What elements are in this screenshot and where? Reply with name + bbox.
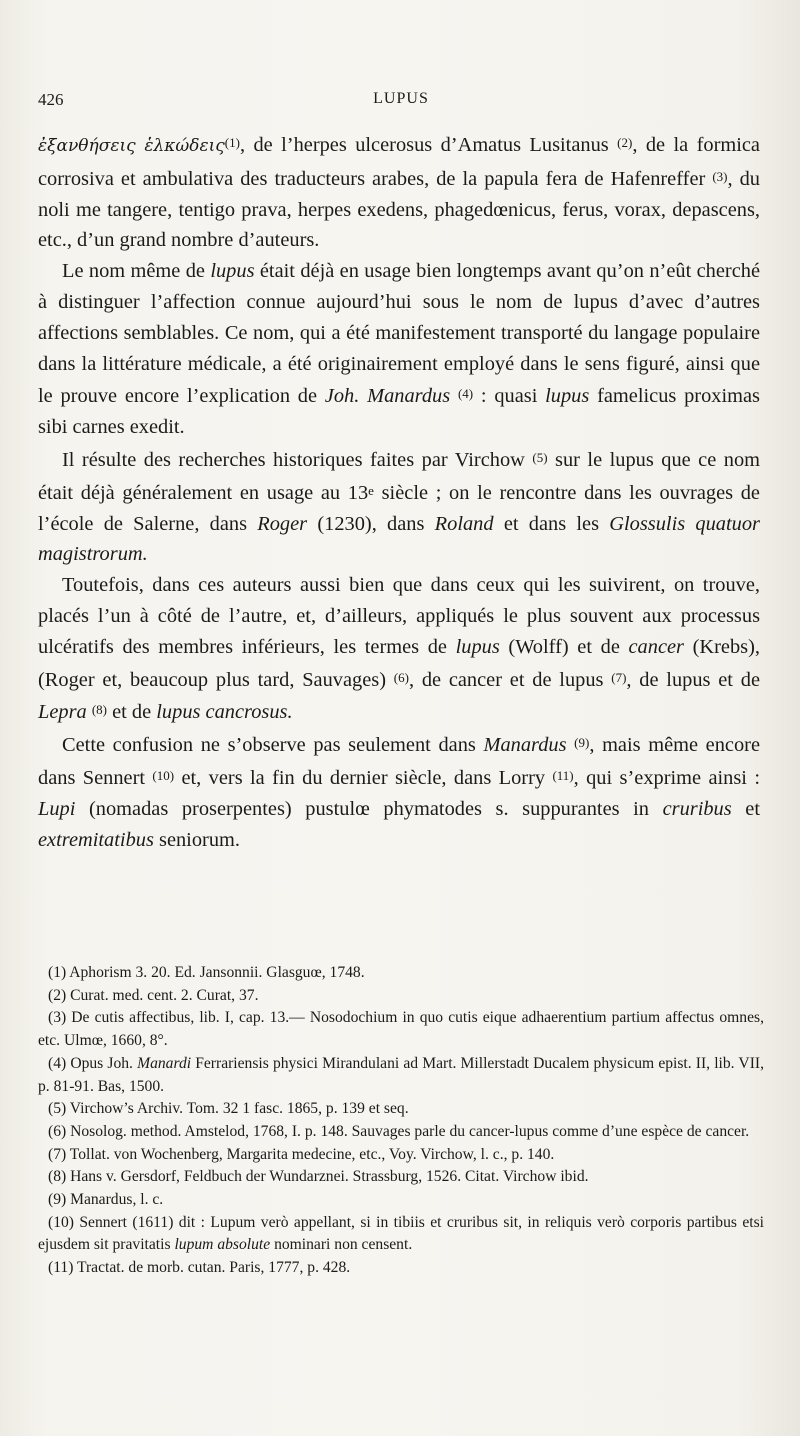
text-run: , du noli me tangere, tentigo prava, herpes exedens, phagedœnicus, ferus, vorax, depascens, etc., d’un grand nombre d’auteurs. (38, 167, 760, 252)
footnote-ref: (10) (152, 767, 175, 783)
text-run: (nomadas proserpentes) pustulœ phymatodes s. suppurantes in (75, 797, 663, 820)
text-run: et de (107, 701, 157, 724)
text-run: , de l’herpes ulcerosus d’Amatus Lusitanus (239, 134, 618, 156)
footnote-ref: (1) (224, 135, 240, 150)
text-run: (10) Sennert (1611) dit : Lupum verò appellant, si in tibiis et cruribus sit, in reliquis verò corporis partibus etsi ejusdem sit pravitatis (38, 1213, 764, 1254)
text-run: (1) Aphorism 3. 20. Ed. Jansonnii. Glasguœ, 1748. (48, 964, 365, 981)
text-run: nominari non censent. (270, 1236, 413, 1254)
italic-text: lupum absolute (174, 1236, 271, 1254)
text-run: (3) De cutis affectibus, lib. I, cap. 13.— Nosodochium in quo cutis eique adhaerentium partium affectus omnes, etc. Ulmœ, 1660, 8°. (38, 1009, 764, 1050)
text-run: (6) Nosolog. method. Amstelod, 1768, I. p. 148. Sauvages parle du cancer-lupus comme d’une espèce de cancer. (48, 1122, 750, 1140)
text-run: (11) Tractat. de morb. cutan. Paris, 1777, p. 428. (48, 1259, 351, 1277)
footnote (38, 1166, 764, 1189)
footnote-ref: (2) (617, 135, 633, 150)
italic-text: extremitatibus (38, 828, 154, 851)
text-run: (8) Hans v. Gersdorf, Feldbuch der Wundarznei. Strassburg, 1526. Citat. Virchow ibid. (48, 1168, 589, 1186)
text-run: siècle ; on le rencontre dans les ouvrages de l’école de Salerne, dans (38, 481, 760, 535)
text-run: (1230), dans (307, 512, 435, 535)
text-run: (2) Curat. med. cent. 2. Curat, 37. (48, 986, 259, 1004)
footnote (38, 1144, 764, 1167)
text-run: Cette confusion ne s’observe pas seulement dans (62, 734, 484, 757)
footnote (38, 1212, 764, 1257)
footnote-ref: (5) (532, 449, 548, 465)
text-run: famelicus proximas sibi carnes exedit. (38, 385, 760, 439)
italic-text: Roland (434, 512, 494, 535)
paragraph (38, 443, 760, 570)
text-run: (5) Virchow’s Archiv. Tom. 32 1 fasc. 1865, p. 139 et seq. (48, 1100, 409, 1118)
text-run: (7) Tollat. von Wochenberg, Margarita medecine, etc., Voy. Virchow, l. c., p. 140. (48, 1145, 555, 1163)
text-run: Le nom même de (62, 260, 211, 283)
paragraph (38, 728, 760, 855)
italic-text: Manardus (483, 734, 567, 757)
text-run: seniorum. (153, 828, 240, 851)
italic-text: cancer (628, 635, 684, 658)
text-run: (Krebs), (Roger et, beaucoup plus tard, Sauvages) (38, 635, 760, 691)
footnote-ref: (3) (712, 168, 728, 184)
footnotes (38, 962, 764, 1280)
text-run: et, vers la fin du dernier siècle, dans Lorry (174, 766, 553, 789)
text-run: Toutefois, dans ces auteurs aussi bien que dans ceux qui les suivirent, on trouve, placés l’un à côté de l’autre, et, d’ailleurs, appliqués le plus souvent aux processus ulcératifs des membres inférieurs, les termes de (38, 574, 760, 658)
text-run: (9) Manardus, l. c. (48, 1191, 164, 1209)
italic-text: lupus (545, 385, 590, 408)
paragraph (38, 256, 760, 443)
footnote-ref: (6) (393, 669, 409, 685)
text-run: Il résulte des recherches historiques faites par Virchow (62, 448, 533, 471)
paragraph (38, 128, 760, 256)
running-title: LUPUS (373, 90, 429, 107)
italic-text: lupus (455, 635, 500, 658)
italic-text: lupus (210, 260, 255, 283)
text-run: Ferrariensis physici Mirandulani ad Mart. Millerstadt Ducalem physicum epist. II, lib. VII, p. 81-91. Bas, 1500. (38, 1054, 764, 1095)
italic-text: Manardi (137, 1054, 192, 1072)
footnote (38, 1257, 764, 1280)
italic-text: Lepra (38, 701, 87, 724)
text-run (450, 385, 458, 407)
footnote-ref: (11) (552, 767, 574, 783)
text-run: , de la formica corrosiva et ambulativa des traducteurs arabes, de la papula fera de Hafenreffer (38, 134, 760, 190)
page-header (38, 90, 764, 116)
body-text (38, 128, 760, 855)
footnote (38, 1053, 764, 1098)
footnote (38, 1098, 764, 1121)
italic-text: Glossulis quatuor magistrorum. (38, 512, 760, 566)
text-run: (4) Opus Joh. (48, 1054, 138, 1072)
footnote-ref: (4) (457, 386, 474, 402)
italic-text: Lupi (38, 797, 76, 820)
text-run: : quasi (473, 385, 546, 408)
footnote (38, 1121, 764, 1144)
footnote-ref: e (368, 482, 374, 498)
text-run: était déjà en usage bien longtemps avant qu’on n’eût cherché à distinguer l’affection connue aujourd’hui sous le nom de lupus d’avec d’autres affections semblables. Ce nom, qui a été manifestement transporté du langage populaire dans la littérature médicale, a été originairement employé dans le sens figuré, ainsi que le prouve encore l’explication de (38, 260, 760, 408)
text-run: , de lupus et de (626, 668, 760, 691)
footnote-ref: (8) (91, 702, 107, 718)
footnote-ref: (9) (574, 735, 590, 751)
greek-text: ἐξανθήσεις ἑλκώδεις (38, 136, 225, 156)
footnote (38, 1189, 764, 1212)
italic-text: Joh. Manardus (324, 385, 451, 408)
text-run: , mais même encore dans Sennert (38, 734, 760, 789)
italic-text: cruribus (662, 797, 732, 820)
italic-text: lupus cancrosus. (156, 701, 293, 724)
text-run: , qui s’exprime ainsi : (573, 766, 761, 789)
italic-text: Roger (257, 512, 308, 535)
footnote (38, 962, 764, 985)
page-number: 426 (38, 90, 64, 109)
footnote (38, 1007, 764, 1052)
text-run: et (731, 797, 760, 820)
footnote-ref: (7) (611, 669, 627, 685)
footnote (38, 985, 764, 1008)
paragraph (38, 570, 760, 728)
text-run: (Wolff) et de (499, 635, 629, 658)
text-run: et dans les (493, 512, 610, 535)
text-run: , de cancer et de lupus (408, 668, 612, 691)
text-run: sur le lupus que ce nom était déjà généralement en usage au 13 (38, 448, 760, 504)
